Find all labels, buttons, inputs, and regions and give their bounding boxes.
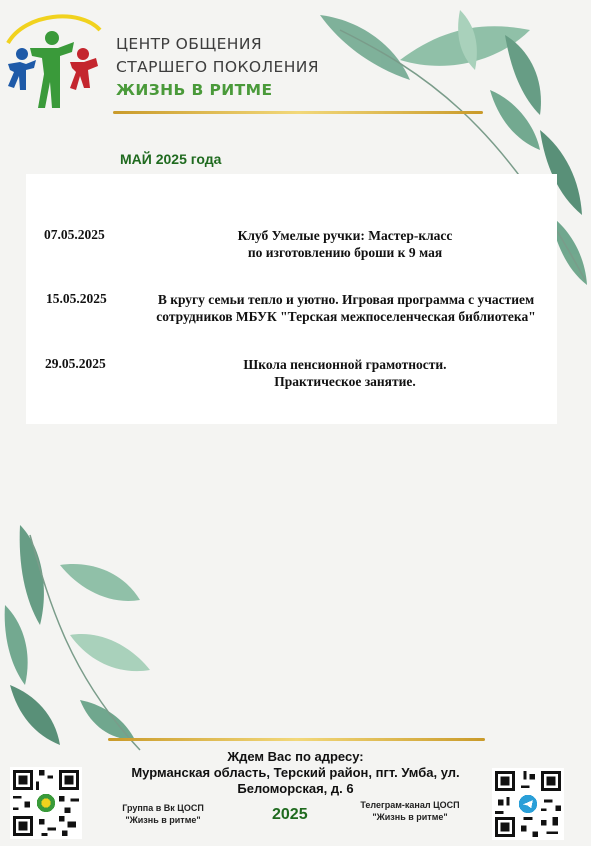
event-date: 07.05.2025 (44, 227, 105, 242)
caption-line: "Жизнь в ритме" (125, 815, 201, 825)
event-line: сотрудников МБУК "Терская межпоселенческая библиотека" (156, 309, 536, 324)
caption-line: "Жизнь в ритме" (372, 812, 448, 822)
org-name-line2: СТАРШЕГО ПОКОЛЕНИЯ (116, 58, 319, 76)
caption-line: Группа в Вк ЦОСП (122, 803, 204, 813)
event-line: В кругу семьи тепло и уютно. Игровая программа с участием (157, 292, 535, 307)
event-date: 15.05.2025 (46, 291, 107, 306)
event-line: Школа пенсионной грамотности. (243, 357, 447, 372)
gold-divider-bottom (108, 738, 485, 741)
caption-line: Телеграм-канал ЦОСП (360, 800, 460, 810)
people-figures-logo-icon (0, 8, 105, 108)
event-description (200, 227, 490, 261)
org-name-line1: ЦЕНТР ОБЩЕНИЯ (116, 35, 263, 53)
event-line: Практическое занятие. (274, 374, 416, 389)
qr-code-icon[interactable] (492, 768, 564, 840)
event-date: 29.05.2025 (45, 356, 106, 371)
leaf-branch-icon (0, 515, 170, 755)
address-line: Беломорская, д. 6 (237, 781, 354, 796)
telegram-channel-caption (335, 799, 485, 823)
address-heading: Ждем Вас по адресу: (227, 749, 364, 764)
org-subtitle: ЖИЗНЬ В РИТМЕ (116, 81, 273, 99)
event-description (200, 356, 490, 390)
event-description (128, 291, 564, 325)
footer-year: 2025 (272, 806, 308, 823)
vk-group-caption (103, 802, 223, 826)
address-line: Мурманская область, Терский район, пгт. Умба, ул. (131, 765, 460, 780)
gold-divider-top (113, 111, 483, 114)
qr-code-icon[interactable] (10, 767, 82, 839)
month-title: МАЙ 2025 года (120, 151, 222, 167)
event-line: Клуб Умелые ручки: Мастер-класс (237, 228, 453, 243)
event-line: по изготовлению броши к 9 мая (247, 245, 443, 260)
